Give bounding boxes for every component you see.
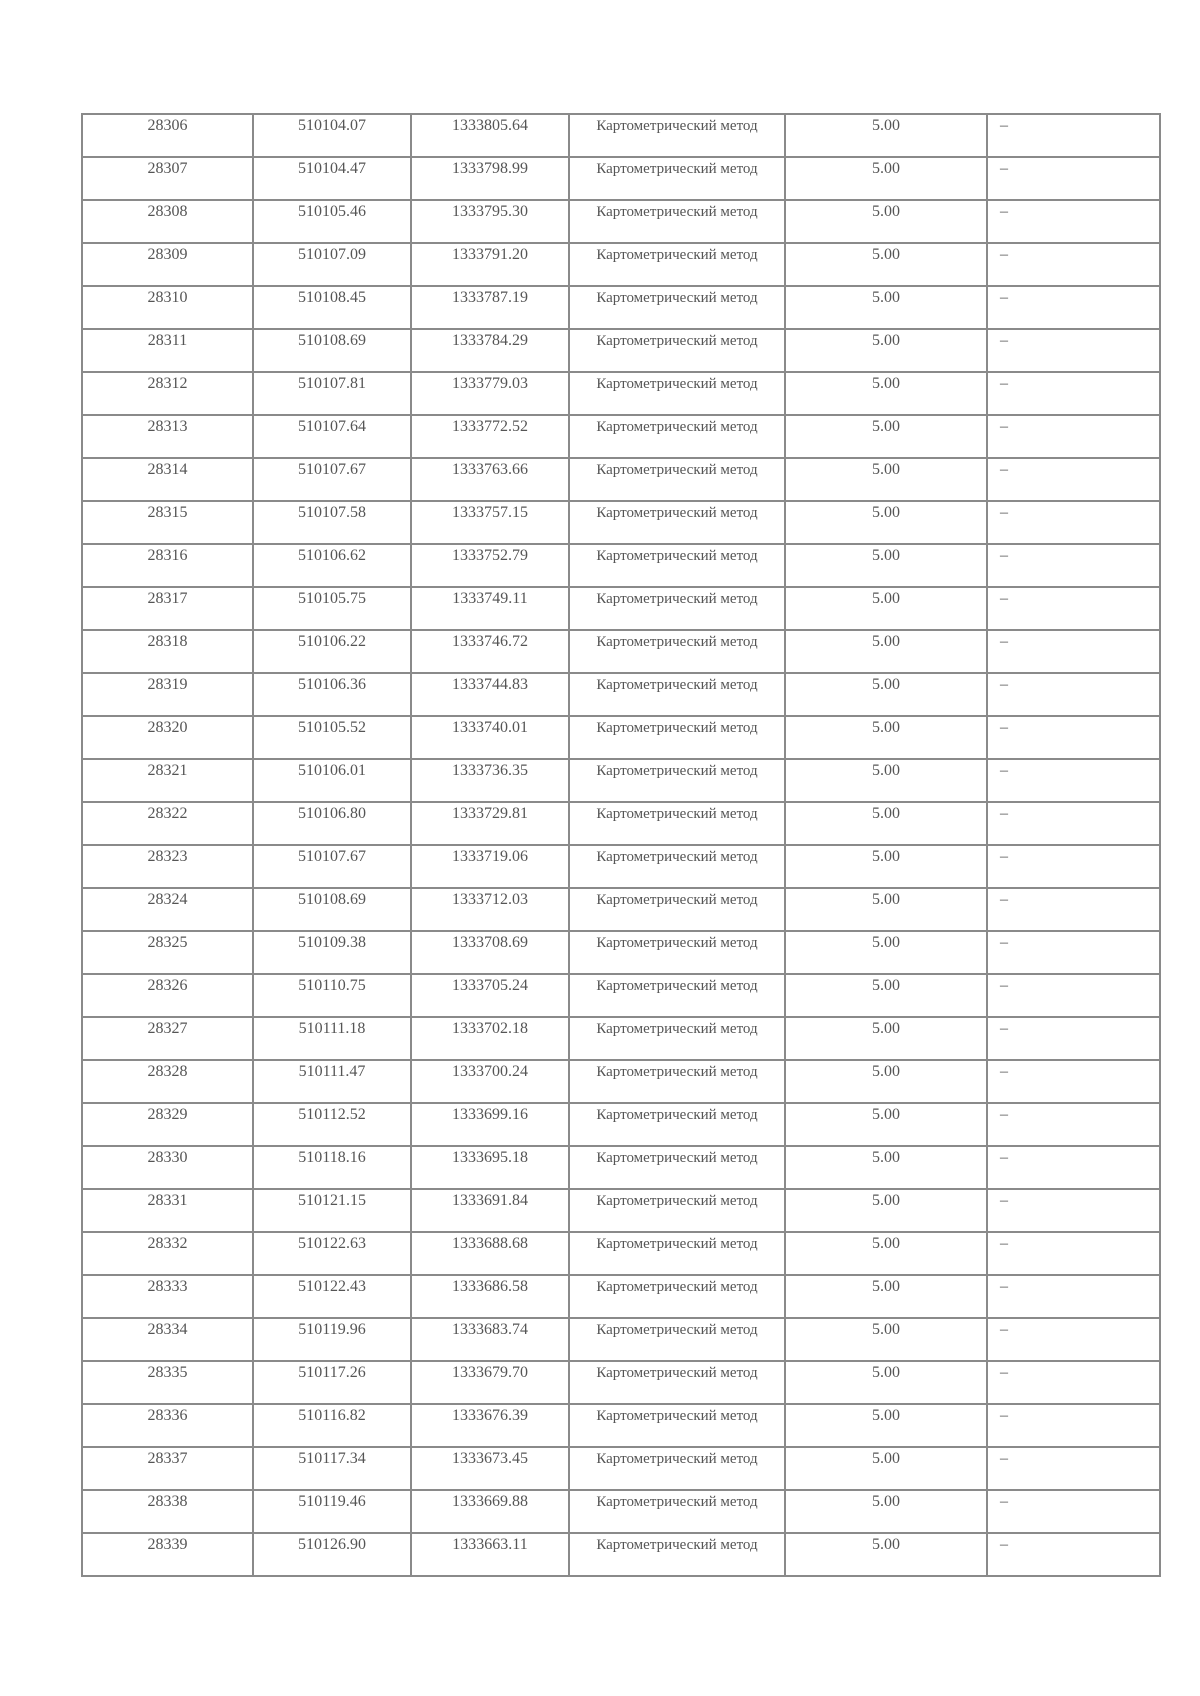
x-coordinate-cell: 510107.67 <box>253 458 411 501</box>
table-row <box>82 716 1160 759</box>
y-coordinate-cell: 1333719.06 <box>411 845 569 888</box>
method-cell: Картометрический метод <box>569 1361 785 1404</box>
coordinates-table <box>81 113 1161 1577</box>
x-coordinate-cell: 510122.63 <box>253 1232 411 1275</box>
method-cell: Картометрический метод <box>569 1017 785 1060</box>
note-cell: – <box>987 157 1160 200</box>
y-coordinate-cell: 1333787.19 <box>411 286 569 329</box>
method-cell: Картометрический метод <box>569 329 785 372</box>
x-coordinate-cell: 510111.47 <box>253 1060 411 1103</box>
x-coordinate-cell: 510106.80 <box>253 802 411 845</box>
accuracy-cell: 5.00 <box>785 1103 987 1146</box>
note-cell: – <box>987 458 1160 501</box>
table-row <box>82 1533 1160 1576</box>
accuracy-cell: 5.00 <box>785 501 987 544</box>
accuracy-cell: 5.00 <box>785 458 987 501</box>
note-cell: – <box>987 802 1160 845</box>
note-cell: – <box>987 1318 1160 1361</box>
accuracy-cell: 5.00 <box>785 1533 987 1576</box>
method-cell: Картометрический метод <box>569 587 785 630</box>
table-row <box>82 587 1160 630</box>
note-cell: – <box>987 1533 1160 1576</box>
x-coordinate-cell: 510108.69 <box>253 888 411 931</box>
method-cell: Картометрический метод <box>569 1533 785 1576</box>
accuracy-cell: 5.00 <box>785 1275 987 1318</box>
table-row <box>82 243 1160 286</box>
accuracy-cell: 5.00 <box>785 673 987 716</box>
table-row <box>82 1318 1160 1361</box>
note-cell: – <box>987 286 1160 329</box>
x-coordinate-cell: 510108.69 <box>253 329 411 372</box>
point-number-cell: 28318 <box>82 630 253 673</box>
point-number-cell: 28323 <box>82 845 253 888</box>
accuracy-cell: 5.00 <box>785 1017 987 1060</box>
y-coordinate-cell: 1333749.11 <box>411 587 569 630</box>
note-cell: – <box>987 114 1160 157</box>
table-row <box>82 372 1160 415</box>
table-row <box>82 1490 1160 1533</box>
table-row <box>82 1232 1160 1275</box>
point-number-cell: 28332 <box>82 1232 253 1275</box>
x-coordinate-cell: 510112.52 <box>253 1103 411 1146</box>
table-row <box>82 458 1160 501</box>
table-row <box>82 931 1160 974</box>
y-coordinate-cell: 1333705.24 <box>411 974 569 1017</box>
x-coordinate-cell: 510117.26 <box>253 1361 411 1404</box>
point-number-cell: 28308 <box>82 200 253 243</box>
x-coordinate-cell: 510121.15 <box>253 1189 411 1232</box>
method-cell: Картометрический метод <box>569 372 785 415</box>
x-coordinate-cell: 510109.38 <box>253 931 411 974</box>
accuracy-cell: 5.00 <box>785 1490 987 1533</box>
y-coordinate-cell: 1333740.01 <box>411 716 569 759</box>
method-cell: Картометрический метод <box>569 114 785 157</box>
note-cell: – <box>987 1189 1160 1232</box>
method-cell: Картометрический метод <box>569 544 785 587</box>
accuracy-cell: 5.00 <box>785 1189 987 1232</box>
accuracy-cell: 5.00 <box>785 329 987 372</box>
accuracy-cell: 5.00 <box>785 243 987 286</box>
note-cell: – <box>987 200 1160 243</box>
table-row <box>82 1060 1160 1103</box>
note-cell: – <box>987 1103 1160 1146</box>
accuracy-cell: 5.00 <box>785 1361 987 1404</box>
point-number-cell: 28321 <box>82 759 253 802</box>
accuracy-cell: 5.00 <box>785 630 987 673</box>
accuracy-cell: 5.00 <box>785 888 987 931</box>
method-cell: Картометрический метод <box>569 1490 785 1533</box>
note-cell: – <box>987 673 1160 716</box>
x-coordinate-cell: 510104.07 <box>253 114 411 157</box>
point-number-cell: 28309 <box>82 243 253 286</box>
method-cell: Картометрический метод <box>569 845 785 888</box>
method-cell: Картометрический метод <box>569 630 785 673</box>
method-cell: Картометрический метод <box>569 673 785 716</box>
accuracy-cell: 5.00 <box>785 157 987 200</box>
accuracy-cell: 5.00 <box>785 1232 987 1275</box>
x-coordinate-cell: 510119.46 <box>253 1490 411 1533</box>
x-coordinate-cell: 510107.58 <box>253 501 411 544</box>
method-cell: Картометрический метод <box>569 286 785 329</box>
accuracy-cell: 5.00 <box>785 716 987 759</box>
y-coordinate-cell: 1333752.79 <box>411 544 569 587</box>
method-cell: Картометрический метод <box>569 931 785 974</box>
x-coordinate-cell: 510105.75 <box>253 587 411 630</box>
note-cell: – <box>987 501 1160 544</box>
method-cell: Картометрический метод <box>569 888 785 931</box>
note-cell: – <box>987 716 1160 759</box>
accuracy-cell: 5.00 <box>785 1404 987 1447</box>
point-number-cell: 28328 <box>82 1060 253 1103</box>
note-cell: – <box>987 630 1160 673</box>
y-coordinate-cell: 1333779.03 <box>411 372 569 415</box>
table-row <box>82 1017 1160 1060</box>
x-coordinate-cell: 510119.96 <box>253 1318 411 1361</box>
accuracy-cell: 5.00 <box>785 802 987 845</box>
table-row <box>82 802 1160 845</box>
point-number-cell: 28337 <box>82 1447 253 1490</box>
table-row <box>82 673 1160 716</box>
x-coordinate-cell: 510107.81 <box>253 372 411 415</box>
y-coordinate-cell: 1333784.29 <box>411 329 569 372</box>
method-cell: Картометрический метод <box>569 1318 785 1361</box>
method-cell: Картометрический метод <box>569 157 785 200</box>
y-coordinate-cell: 1333712.03 <box>411 888 569 931</box>
table-row <box>82 1189 1160 1232</box>
accuracy-cell: 5.00 <box>785 114 987 157</box>
note-cell: – <box>987 415 1160 458</box>
table-row <box>82 286 1160 329</box>
y-coordinate-cell: 1333683.74 <box>411 1318 569 1361</box>
method-cell: Картометрический метод <box>569 415 785 458</box>
y-coordinate-cell: 1333708.69 <box>411 931 569 974</box>
y-coordinate-cell: 1333676.39 <box>411 1404 569 1447</box>
table-row <box>82 759 1160 802</box>
x-coordinate-cell: 510107.09 <box>253 243 411 286</box>
x-coordinate-cell: 510106.22 <box>253 630 411 673</box>
x-coordinate-cell: 510108.45 <box>253 286 411 329</box>
note-cell: – <box>987 1361 1160 1404</box>
x-coordinate-cell: 510122.43 <box>253 1275 411 1318</box>
method-cell: Картометрический метод <box>569 759 785 802</box>
y-coordinate-cell: 1333702.18 <box>411 1017 569 1060</box>
x-coordinate-cell: 510111.18 <box>253 1017 411 1060</box>
table-row <box>82 888 1160 931</box>
table-row <box>82 200 1160 243</box>
note-cell: – <box>987 888 1160 931</box>
point-number-cell: 28336 <box>82 1404 253 1447</box>
table-row <box>82 1447 1160 1490</box>
y-coordinate-cell: 1333791.20 <box>411 243 569 286</box>
point-number-cell: 28306 <box>82 114 253 157</box>
note-cell: – <box>987 544 1160 587</box>
note-cell: – <box>987 974 1160 1017</box>
table-row <box>82 329 1160 372</box>
y-coordinate-cell: 1333699.16 <box>411 1103 569 1146</box>
note-cell: – <box>987 372 1160 415</box>
method-cell: Картометрический метод <box>569 1060 785 1103</box>
point-number-cell: 28313 <box>82 415 253 458</box>
y-coordinate-cell: 1333695.18 <box>411 1146 569 1189</box>
y-coordinate-cell: 1333700.24 <box>411 1060 569 1103</box>
accuracy-cell: 5.00 <box>785 974 987 1017</box>
point-number-cell: 28333 <box>82 1275 253 1318</box>
method-cell: Картометрический метод <box>569 1232 785 1275</box>
note-cell: – <box>987 1017 1160 1060</box>
method-cell: Картометрический метод <box>569 1447 785 1490</box>
accuracy-cell: 5.00 <box>785 587 987 630</box>
point-number-cell: 28335 <box>82 1361 253 1404</box>
table-row <box>82 1146 1160 1189</box>
point-number-cell: 28307 <box>82 157 253 200</box>
accuracy-cell: 5.00 <box>785 1318 987 1361</box>
note-cell: – <box>987 587 1160 630</box>
accuracy-cell: 5.00 <box>785 286 987 329</box>
accuracy-cell: 5.00 <box>785 1060 987 1103</box>
x-coordinate-cell: 510116.82 <box>253 1404 411 1447</box>
note-cell: – <box>987 329 1160 372</box>
point-number-cell: 28320 <box>82 716 253 759</box>
table-row <box>82 114 1160 157</box>
y-coordinate-cell: 1333663.11 <box>411 1533 569 1576</box>
method-cell: Картометрический метод <box>569 1275 785 1318</box>
method-cell: Картометрический метод <box>569 200 785 243</box>
x-coordinate-cell: 510107.67 <box>253 845 411 888</box>
y-coordinate-cell: 1333669.88 <box>411 1490 569 1533</box>
method-cell: Картометрический метод <box>569 501 785 544</box>
note-cell: – <box>987 845 1160 888</box>
note-cell: – <box>987 759 1160 802</box>
point-number-cell: 28339 <box>82 1533 253 1576</box>
method-cell: Картометрический метод <box>569 1103 785 1146</box>
x-coordinate-cell: 510106.36 <box>253 673 411 716</box>
point-number-cell: 28326 <box>82 974 253 1017</box>
y-coordinate-cell: 1333763.66 <box>411 458 569 501</box>
accuracy-cell: 5.00 <box>785 1146 987 1189</box>
x-coordinate-cell: 510126.90 <box>253 1533 411 1576</box>
method-cell: Картометрический метод <box>569 974 785 1017</box>
point-number-cell: 28322 <box>82 802 253 845</box>
point-number-cell: 28319 <box>82 673 253 716</box>
table-row <box>82 544 1160 587</box>
y-coordinate-cell: 1333688.68 <box>411 1232 569 1275</box>
method-cell: Картометрический метод <box>569 243 785 286</box>
y-coordinate-cell: 1333805.64 <box>411 114 569 157</box>
y-coordinate-cell: 1333746.72 <box>411 630 569 673</box>
method-cell: Картометрический метод <box>569 1189 785 1232</box>
y-coordinate-cell: 1333736.35 <box>411 759 569 802</box>
x-coordinate-cell: 510107.64 <box>253 415 411 458</box>
accuracy-cell: 5.00 <box>785 372 987 415</box>
accuracy-cell: 5.00 <box>785 759 987 802</box>
point-number-cell: 28338 <box>82 1490 253 1533</box>
point-number-cell: 28331 <box>82 1189 253 1232</box>
point-number-cell: 28330 <box>82 1146 253 1189</box>
method-cell: Картометрический метод <box>569 458 785 501</box>
point-number-cell: 28325 <box>82 931 253 974</box>
y-coordinate-cell: 1333795.30 <box>411 200 569 243</box>
point-number-cell: 28310 <box>82 286 253 329</box>
y-coordinate-cell: 1333757.15 <box>411 501 569 544</box>
point-number-cell: 28315 <box>82 501 253 544</box>
note-cell: – <box>987 1447 1160 1490</box>
method-cell: Картометрический метод <box>569 1404 785 1447</box>
y-coordinate-cell: 1333772.52 <box>411 415 569 458</box>
table-row <box>82 845 1160 888</box>
point-number-cell: 28327 <box>82 1017 253 1060</box>
method-cell: Картометрический метод <box>569 716 785 759</box>
y-coordinate-cell: 1333744.83 <box>411 673 569 716</box>
note-cell: – <box>987 243 1160 286</box>
point-number-cell: 28314 <box>82 458 253 501</box>
table-row <box>82 501 1160 544</box>
x-coordinate-cell: 510105.46 <box>253 200 411 243</box>
x-coordinate-cell: 510106.01 <box>253 759 411 802</box>
table-row <box>82 157 1160 200</box>
point-number-cell: 28334 <box>82 1318 253 1361</box>
x-coordinate-cell: 510105.52 <box>253 716 411 759</box>
point-number-cell: 28317 <box>82 587 253 630</box>
note-cell: – <box>987 1404 1160 1447</box>
table-row <box>82 1361 1160 1404</box>
x-coordinate-cell: 510118.16 <box>253 1146 411 1189</box>
table-row <box>82 974 1160 1017</box>
note-cell: – <box>987 1146 1160 1189</box>
method-cell: Картометрический метод <box>569 1146 785 1189</box>
accuracy-cell: 5.00 <box>785 415 987 458</box>
y-coordinate-cell: 1333729.81 <box>411 802 569 845</box>
note-cell: – <box>987 1232 1160 1275</box>
note-cell: – <box>987 931 1160 974</box>
x-coordinate-cell: 510106.62 <box>253 544 411 587</box>
y-coordinate-cell: 1333798.99 <box>411 157 569 200</box>
table-row <box>82 1275 1160 1318</box>
x-coordinate-cell: 510104.47 <box>253 157 411 200</box>
y-coordinate-cell: 1333679.70 <box>411 1361 569 1404</box>
method-cell: Картометрический метод <box>569 802 785 845</box>
point-number-cell: 28329 <box>82 1103 253 1146</box>
y-coordinate-cell: 1333691.84 <box>411 1189 569 1232</box>
point-number-cell: 28311 <box>82 329 253 372</box>
note-cell: – <box>987 1275 1160 1318</box>
note-cell: – <box>987 1060 1160 1103</box>
coordinates-table-body <box>82 114 1160 1576</box>
table-row <box>82 1404 1160 1447</box>
note-cell: – <box>987 1490 1160 1533</box>
point-number-cell: 28316 <box>82 544 253 587</box>
point-number-cell: 28324 <box>82 888 253 931</box>
y-coordinate-cell: 1333673.45 <box>411 1447 569 1490</box>
table-row <box>82 630 1160 673</box>
table-row <box>82 1103 1160 1146</box>
x-coordinate-cell: 510110.75 <box>253 974 411 1017</box>
point-number-cell: 28312 <box>82 372 253 415</box>
accuracy-cell: 5.00 <box>785 931 987 974</box>
accuracy-cell: 5.00 <box>785 200 987 243</box>
accuracy-cell: 5.00 <box>785 1447 987 1490</box>
accuracy-cell: 5.00 <box>785 544 987 587</box>
y-coordinate-cell: 1333686.58 <box>411 1275 569 1318</box>
x-coordinate-cell: 510117.34 <box>253 1447 411 1490</box>
accuracy-cell: 5.00 <box>785 845 987 888</box>
table-row <box>82 415 1160 458</box>
